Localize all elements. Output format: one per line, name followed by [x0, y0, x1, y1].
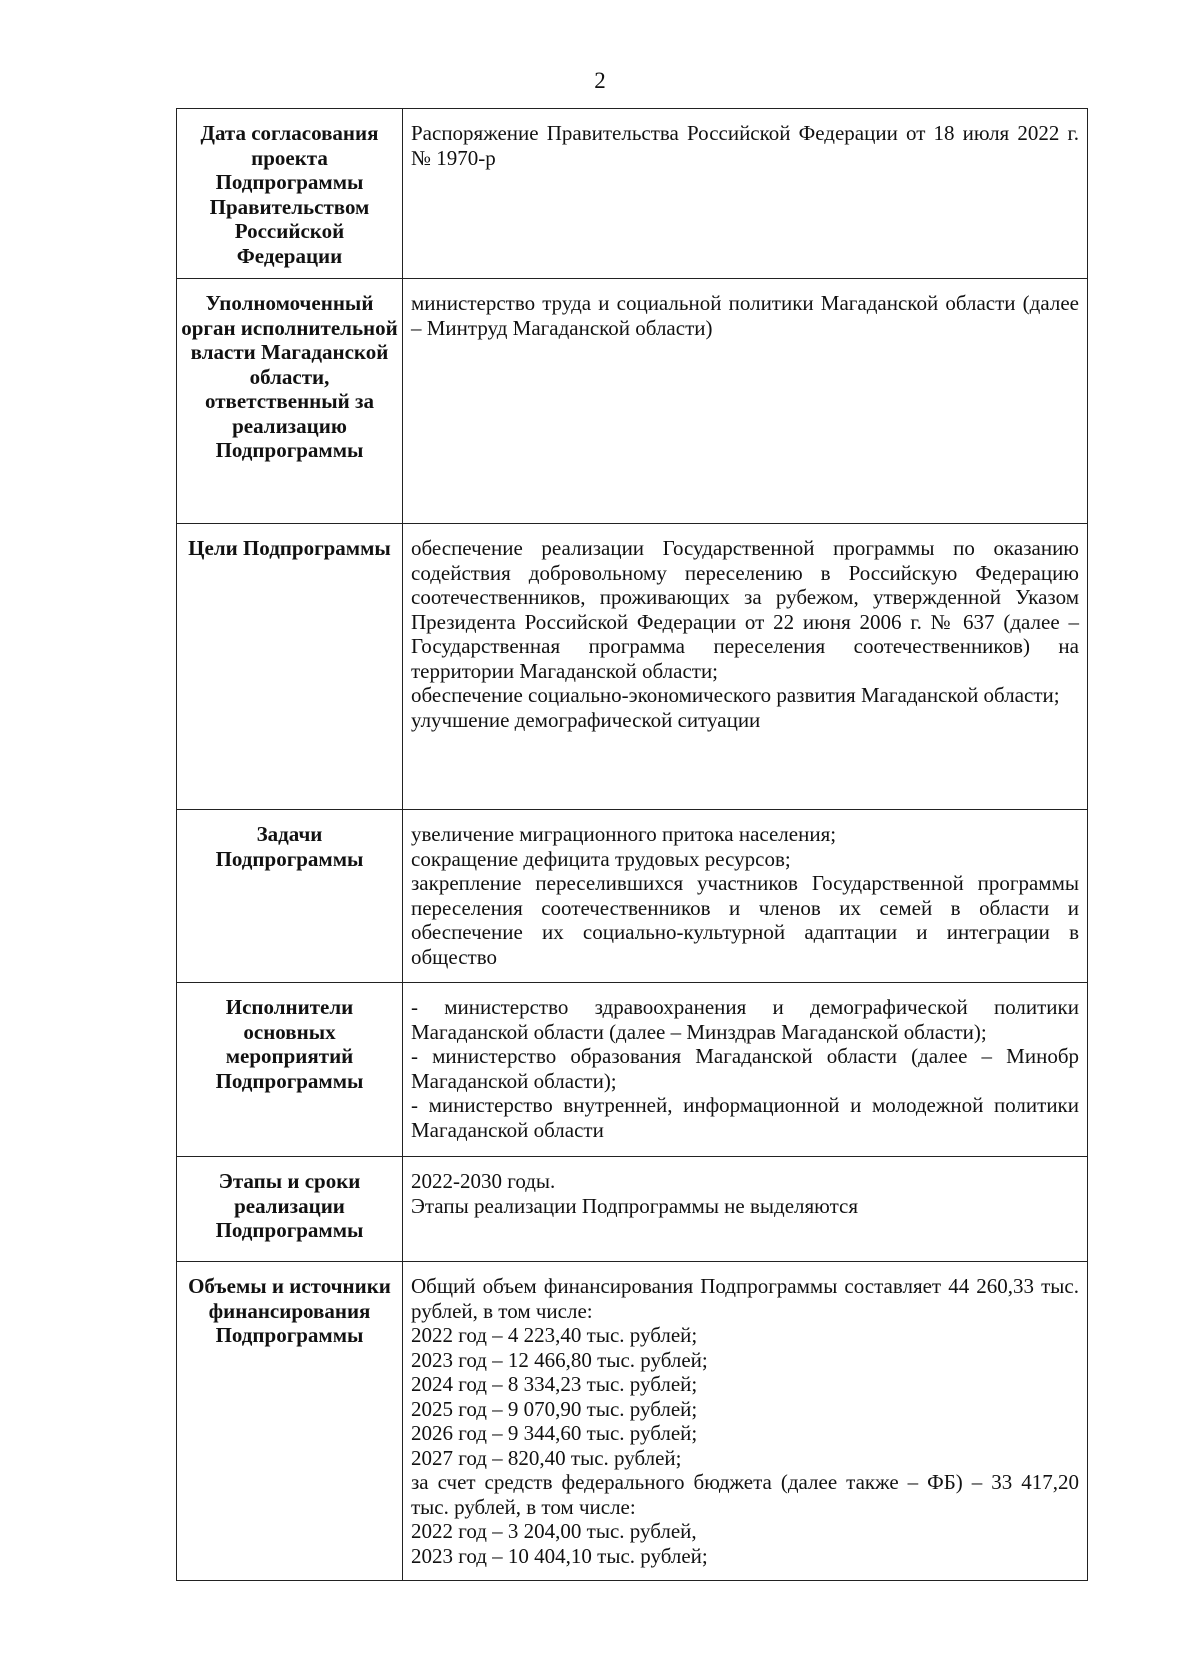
row-label: Объемы и источники финансирования Подпрограммы	[177, 1262, 403, 1581]
value-line: Общий объем финансирования Подпрограммы составляет 44 260,33 тыс. рублей, в том числе:	[411, 1274, 1079, 1323]
row-label: Исполнители основных мероприятий Подпрограммы	[177, 983, 403, 1157]
page-number: 2	[594, 68, 606, 93]
passport-row	[177, 983, 1088, 1157]
value-line: обеспечение реализации Государственной программы по оказанию содействия добровольному переселению в Российскую Федерацию соотечественников, проживающих за рубежом, утвержденной Указом Президента Российской Федерации от 22 июня 2006 г. № 637 (далее – Государственная программа переселения соотечественников) на территории Магаданской области;	[411, 536, 1079, 683]
value-line: закрепление переселившихся участников Государственной программы переселения соотечественников и членов их семей в области и обеспечение их социально-культурной адаптации и интеграции в общество	[411, 871, 1079, 969]
value-line: улучшение демографической ситуации	[411, 707, 761, 732]
row-label: Дата согласования проекта Подпрограммы Правительством Российской Федерации	[177, 109, 403, 279]
value-line: 2026 год – 9 344,60 тыс. рублей;	[411, 1421, 698, 1445]
row-value	[403, 1157, 1088, 1262]
row-value	[403, 810, 1088, 983]
value-line: 2027 год – 820,40 тыс. рублей;	[411, 1445, 682, 1470]
row-label: Задачи Подпрограммы	[177, 810, 403, 983]
row-label: Этапы и сроки реализации Подпрограммы	[177, 1157, 403, 1262]
passport-table-body	[177, 109, 1088, 1581]
row-label: Уполномоченный орган исполнительной власти Магаданской области, ответственный за реализацию Подпрограммы	[177, 279, 403, 524]
row-label: Цели Подпрограммы	[177, 524, 403, 810]
value-line: за счет средств федерального бюджета (далее также – ФБ) – 33 417,20 тыс. рублей, в том числе:	[411, 1470, 1079, 1519]
row-value	[403, 109, 1088, 279]
passport-row	[177, 1157, 1088, 1262]
value-line: 2023 год – 12 466,80 тыс. рублей;	[411, 1347, 708, 1372]
passport-row	[177, 109, 1088, 279]
row-value	[403, 524, 1088, 810]
passport-row	[177, 279, 1088, 524]
passport-row	[177, 524, 1088, 810]
value-line: - министерство здравоохранения и демографической политики Магаданской области (далее – Минздрав Магаданской области);	[411, 995, 1079, 1044]
value-line: министерство труда и социальной политики Магаданской области (далее – Минтруд Магаданской области)	[411, 291, 1079, 340]
value-line: 2022 год – 3 204,00 тыс. рублей,	[411, 1519, 697, 1543]
value-line: увеличение миграционного притока населения;	[411, 822, 837, 846]
value-line: сокращение дефицита трудовых ресурсов;	[411, 846, 791, 871]
row-value	[403, 279, 1088, 524]
value-line: Распоряжение Правительства Российской Федерации от 18 июля 2022 г. № 1970-р	[411, 121, 1079, 170]
value-line: 2022-2030 годы.	[411, 1169, 556, 1193]
row-value	[403, 983, 1088, 1157]
value-line: - министерство внутренней, информационной и молодежной политики Магаданской области	[411, 1093, 1079, 1142]
row-value	[403, 1262, 1088, 1581]
value-line: 2024 год – 8 334,23 тыс. рублей;	[411, 1372, 698, 1396]
value-line: Этапы реализации Подпрограммы не выделяются	[411, 1193, 858, 1218]
passport-row	[177, 1262, 1088, 1581]
value-line: - министерство образования Магаданской области (далее – Минобр Магаданской области);	[411, 1044, 1079, 1093]
value-line: 2025 год – 9 070,90 тыс. рублей;	[411, 1396, 698, 1421]
passport-row	[177, 810, 1088, 983]
value-line: 2023 год – 10 404,10 тыс. рублей;	[411, 1543, 708, 1568]
value-line: 2022 год – 4 223,40 тыс. рублей;	[411, 1323, 698, 1347]
value-line: обеспечение социально-экономического развития Магаданской области;	[411, 683, 1060, 707]
subprogram-passport-table	[176, 108, 1088, 1581]
